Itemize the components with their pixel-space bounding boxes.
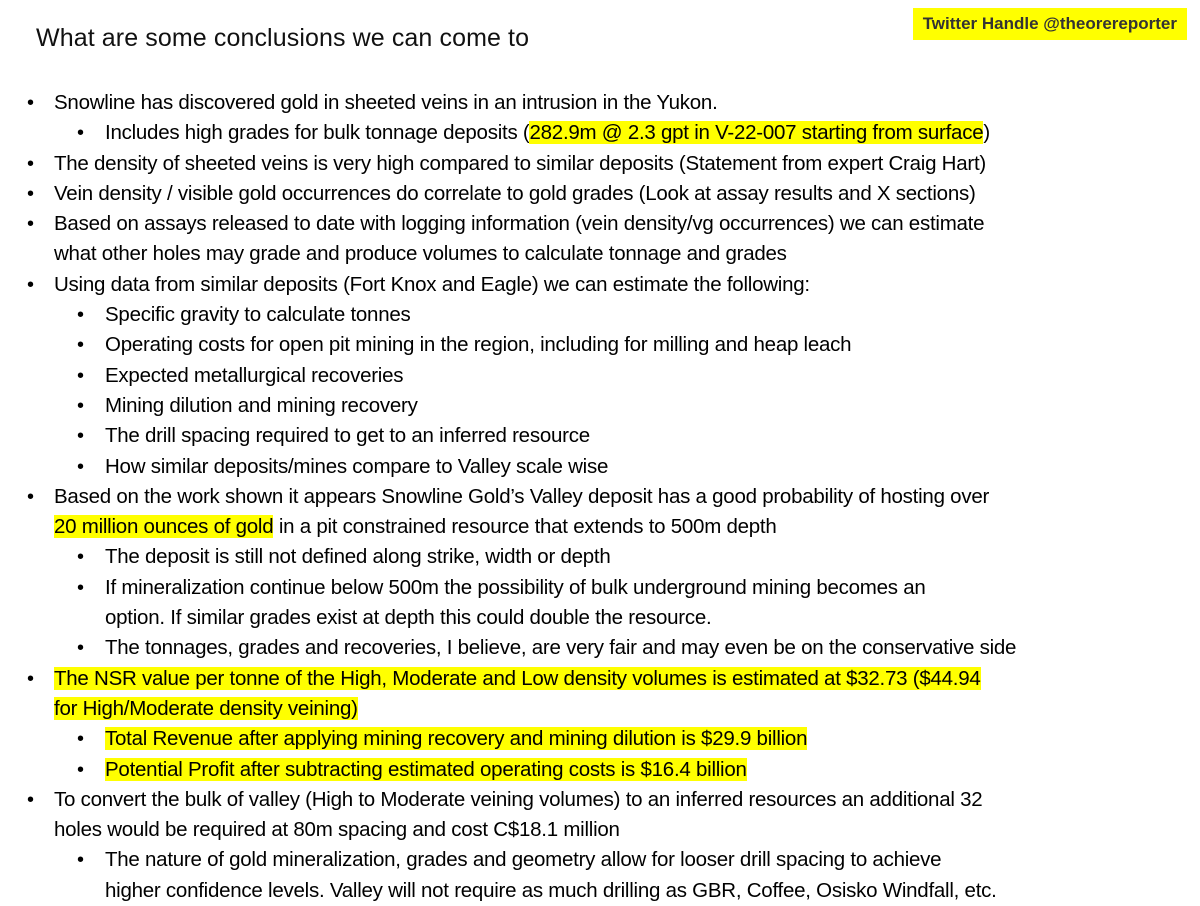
bullet-text: Specific gravity to calculate tonnes (105, 303, 411, 327)
sub-bullet-specific-gravity (0, 300, 1200, 330)
sub-bullet-drill-spacing (0, 421, 1200, 451)
bullet-icon: • (27, 182, 34, 205)
sub-bullet-drill-spacing-confidence (0, 845, 1200, 906)
bullet-icon: • (27, 273, 34, 296)
bullet-icon: • (77, 758, 84, 781)
conclusions-list (0, 88, 1200, 906)
bullet-text: To convert the bulk of valley (High to Moderate veining volumes) to an inferred resources an additional 32 (54, 787, 983, 811)
bullet-text: The drill spacing required to get to an inferred resource (105, 424, 590, 448)
bullet-correlation (0, 179, 1200, 209)
bullet-icon: • (77, 455, 84, 478)
bullet-icon: • (77, 364, 84, 387)
sub-bullet-not-defined (0, 542, 1200, 572)
bullet-icon: • (77, 576, 84, 599)
bullet-icon: • (77, 122, 84, 145)
sub-bullet-conservative (0, 633, 1200, 663)
bullet-icon: • (27, 667, 34, 690)
bullet-icon: • (77, 546, 84, 569)
bullet-text: The nature of gold mineralization, grades and geometry allow for looser drill spacing to achieve (105, 848, 942, 872)
slide-title: What are some conclusions we can come to (36, 24, 530, 52)
bullet-similar-deposits (0, 270, 1200, 300)
bullet-icon: • (27, 213, 34, 236)
sub-bullet-total-revenue (0, 724, 1200, 754)
bullet-icon: • (77, 425, 84, 448)
bullet-text: How similar deposits/mines compare to Valley scale wise (105, 454, 609, 478)
highlighted-text: The NSR value per tonne of the High, Moderate and Low density volumes is estimated at $32.73 ($44.94 (54, 666, 981, 690)
bullet-text: what other holes may grade and produce volumes to calculate tonnage and grades (54, 242, 787, 266)
highlighted-text: for High/Moderate density veining) (54, 696, 358, 720)
highlighted-text: Potential Profit after subtracting estimated operating costs is $16.4 billion (105, 757, 747, 781)
sub-bullet-scale (0, 452, 1200, 482)
sub-bullet-potential-profit (0, 755, 1200, 785)
bullet-icon: • (77, 394, 84, 417)
sub-bullet-underground (0, 573, 1200, 634)
bullet-text: Using data from similar deposits (Fort Knox and Eagle) we can estimate the following: (54, 272, 810, 296)
bullet-text: Snowline has discovered gold in sheeted veins in an intrusion in the Yukon. (54, 91, 718, 114)
bullet-vein-density (0, 149, 1200, 179)
bullet-assays (0, 209, 1200, 270)
bullet-discovery (0, 88, 1200, 118)
bullet-text: The deposit is still not defined along strike, width or depth (105, 545, 611, 569)
bullet-text: Includes high grades for bulk tonnage deposits ( (105, 121, 530, 145)
bullet-text: Expected metallurgical recoveries (105, 363, 404, 387)
bullet-text: Mining dilution and mining recovery (105, 393, 418, 417)
twitter-handle-badge: Twitter Handle @theorereporter (913, 8, 1187, 40)
bullet-text: Vein density / visible gold occurrences do correlate to gold grades (Look at assay results and X sections) (54, 181, 976, 205)
highlighted-text: Total Revenue after applying mining recovery and mining dilution is $29.9 billion (105, 727, 808, 751)
bullet-icon: • (77, 334, 84, 357)
bullet-text: in a pit constrained resource that extends to 500m depth (273, 515, 777, 539)
bullet-nsr-value (0, 664, 1200, 725)
bullet-text: Based on the work shown it appears Snowline Gold’s Valley deposit has a good probability of hosting over (54, 484, 990, 508)
highlighted-text: 282.9m @ 2.3 gpt in V-22-007 starting from surface (529, 121, 984, 145)
bullet-text: Based on assays released to date with logging information (vein density/vg occurrences) we can estimate (54, 212, 985, 236)
bullet-text: higher confidence levels. Valley will not require as much drilling as GBR, Coffee, Osisko Windfall, etc. (105, 878, 997, 902)
bullet-icon: • (27, 92, 34, 114)
bullet-icon: • (27, 485, 34, 508)
bullet-valley-probability (0, 482, 1200, 543)
sub-bullet-dilution (0, 391, 1200, 421)
sub-bullet-high-grades (0, 118, 1200, 148)
bullet-icon: • (77, 849, 84, 872)
bullet-text: Operating costs for open pit mining in the region, including for milling and heap leach (105, 333, 852, 357)
sub-bullet-recoveries (0, 361, 1200, 391)
bullet-text: The tonnages, grades and recoveries, I believe, are very fair and may even be on the conservative side (105, 636, 1017, 660)
bullet-text: The density of sheeted veins is very high compared to similar deposits (Statement from expert Craig Hart) (54, 151, 986, 175)
bullet-text: holes would be required at 80m spacing and cost C$18.1 million (54, 818, 620, 842)
bullet-text: ) (983, 121, 990, 145)
bullet-icon: • (77, 728, 84, 751)
bullet-icon: • (77, 304, 84, 327)
sub-bullet-operating-costs (0, 330, 1200, 360)
bullet-text: option. If similar grades exist at depth this could double the resource. (105, 606, 712, 630)
bullet-inferred-resource (0, 785, 1200, 846)
bullet-icon: • (77, 637, 84, 660)
bullet-icon: • (27, 152, 34, 175)
bullet-icon: • (27, 788, 34, 811)
highlighted-text: 20 million ounces of gold (54, 515, 274, 539)
bullet-text: If mineralization continue below 500m the possibility of bulk underground mining becomes an (105, 575, 926, 599)
